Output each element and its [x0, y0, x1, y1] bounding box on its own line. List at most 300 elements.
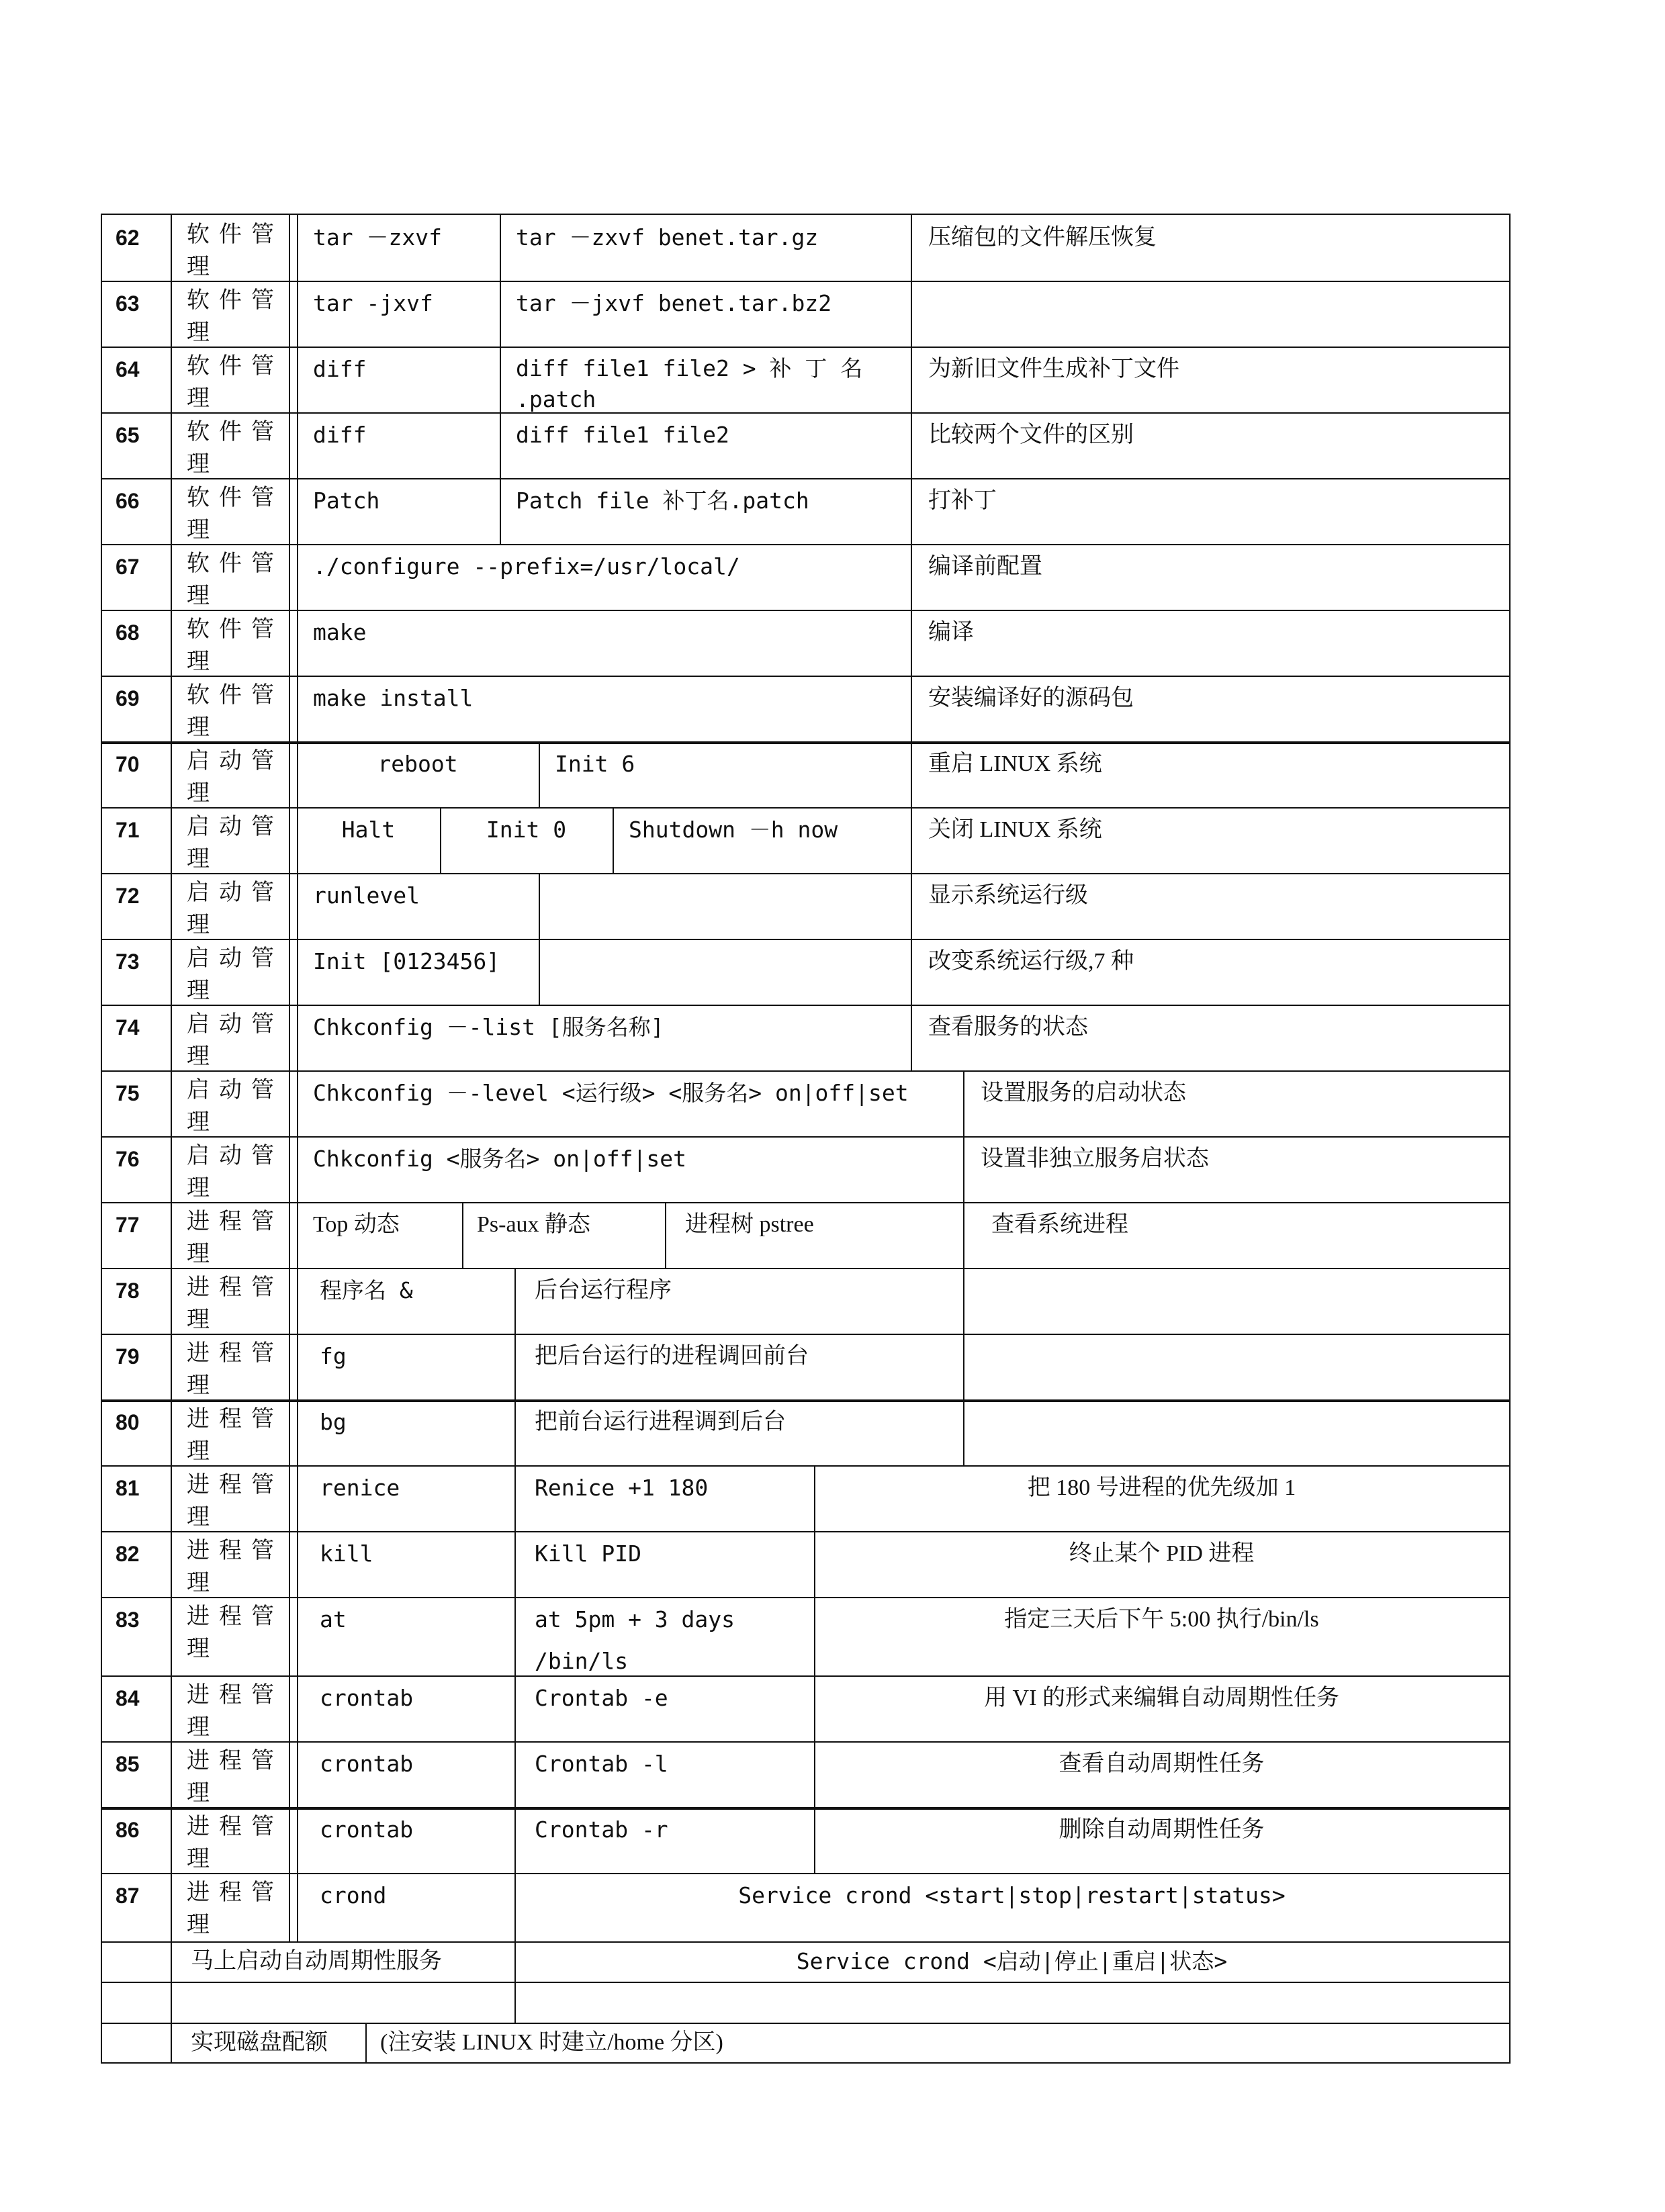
table-cell: 设置服务的启动状态: [981, 1080, 1186, 1105]
table-rule: [539, 873, 540, 940]
row-number: 71: [116, 818, 140, 842]
table-rule: [963, 1202, 964, 1269]
row-number: 64: [116, 357, 140, 381]
row-number: 74: [116, 1015, 140, 1040]
table-rule: [101, 1202, 1511, 1203]
table-cell: crontab: [320, 1816, 414, 1843]
table-cell: Patch file 补丁名.patch: [516, 488, 809, 514]
row-number: 77: [116, 1213, 140, 1237]
row-category-line: 进程管: [187, 1814, 283, 1839]
table-rule: [101, 1531, 1511, 1532]
table-rule: [963, 1334, 964, 1401]
table-cell: Patch: [313, 488, 380, 514]
table-cell: Halt: [341, 817, 396, 843]
table-cell: 后台运行程序: [535, 1278, 672, 1303]
row-category-line: 理: [187, 913, 210, 937]
table-rule: [963, 1268, 964, 1335]
row-category: [187, 1469, 283, 1534]
row-category-line: 启动管: [187, 749, 283, 774]
row-category-line: 进程管: [187, 1209, 283, 1234]
row-number: 72: [116, 884, 140, 908]
table-cell: Top 动态: [313, 1212, 400, 1237]
row-category: [187, 1272, 283, 1336]
row-category-line: 理: [187, 1637, 210, 1661]
row-category-line: 启动管: [187, 1144, 283, 1168]
row-category-line: 理: [187, 1847, 210, 1872]
table-cell: Crontab -e: [535, 1685, 668, 1711]
table-rule: [514, 1597, 516, 1677]
table-rule: [289, 1202, 290, 1269]
table-rule: [289, 1531, 290, 1598]
row-category-line: 进程管: [187, 1473, 283, 1497]
table-rule: [101, 1741, 1511, 1743]
table-rule: [514, 1531, 516, 1598]
table-rule: [297, 347, 298, 414]
row-number: 84: [116, 1686, 140, 1710]
table-cell: kill: [320, 1540, 373, 1567]
table-cell: crontab: [320, 1685, 414, 1711]
row-category-line: 理: [187, 386, 210, 411]
row-category: [187, 877, 283, 941]
table-rule: [101, 478, 1511, 479]
row-category: [187, 482, 283, 547]
table-cell: make: [313, 619, 367, 645]
table-rule: [289, 412, 290, 479]
table-rule: [297, 676, 298, 743]
table-rule: [101, 1873, 1511, 1874]
table-rule: [297, 1531, 298, 1598]
table-rule: [297, 1334, 298, 1401]
table-rule: [171, 939, 172, 1006]
table-rule: [911, 478, 912, 545]
table-rule: [289, 347, 290, 414]
table-rule: [297, 281, 298, 348]
table-cell: 查看系统进程: [991, 1212, 1128, 1237]
table-cell: 删除自动周期性任务: [1059, 1817, 1265, 1842]
table-rule: [171, 1873, 172, 1943]
table-cell: 查看服务的状态: [928, 1015, 1088, 1040]
table-cell: Renice +1 180: [535, 1475, 709, 1501]
table-cell: 指定三天后下午 5:00 执行/bin/ls: [1004, 1607, 1319, 1632]
table-cell: 查看自动周期性任务: [1059, 1751, 1265, 1776]
table-rule: [171, 215, 172, 282]
row-number: 83: [116, 1608, 140, 1632]
table-rule: [289, 1597, 290, 1677]
row-category-line: 软件管: [187, 354, 283, 379]
row-number: 70: [116, 752, 140, 776]
table-rule: [514, 1334, 516, 1401]
table-cell: make install: [313, 685, 474, 711]
table-rule: [289, 873, 290, 940]
table-rule: [289, 1807, 290, 1874]
table-cell: 编译前配置: [928, 554, 1042, 579]
table-cell: tar －zxvf: [313, 224, 442, 250]
table-rule: [101, 1675, 1511, 1677]
table-rule: [289, 807, 290, 874]
table-rule: [911, 347, 912, 414]
table-rule: [171, 1202, 172, 1269]
row-number: 68: [116, 620, 140, 645]
table-rule: [500, 412, 501, 479]
row-category-line: 启动管: [187, 1078, 283, 1103]
row-category-line: 进程管: [187, 1683, 283, 1708]
row-category-line: 进程管: [187, 1604, 283, 1629]
table-cell: 实现磁盘配额: [191, 2030, 328, 2055]
row-category: [187, 1074, 283, 1139]
table-rule: [297, 1399, 298, 1467]
table-rule: [500, 281, 501, 348]
table-rule: [963, 1070, 964, 1138]
table-rule: [289, 1465, 290, 1532]
table-rule: [911, 281, 912, 348]
table-cell: Init [0123456]: [313, 948, 500, 974]
row-category: [187, 1403, 283, 1468]
row-category: [187, 1679, 283, 1744]
table-rule: [297, 544, 298, 611]
table-rule: [101, 1465, 1511, 1467]
table-rule: [297, 1597, 298, 1677]
table-rule: [297, 478, 298, 545]
row-category-line: 理: [187, 255, 210, 279]
table-rule: [289, 741, 290, 809]
table-rule: [101, 1982, 1511, 1983]
table-rule: [665, 1202, 666, 1269]
table-rule: [171, 1941, 172, 1983]
row-number: 66: [116, 489, 140, 513]
table-cell: runlevel: [313, 882, 420, 909]
row-category-line: 理: [187, 1242, 210, 1266]
table-cell: tar －zxvf benet.tar.gz: [516, 224, 819, 250]
row-number: 63: [116, 291, 140, 316]
table-cell: diff file1 file2: [516, 422, 729, 448]
table-rule: [171, 1268, 172, 1335]
row-number: 76: [116, 1147, 140, 1171]
table-rule: [171, 1070, 172, 1138]
row-number: 86: [116, 1818, 140, 1842]
table-rule: [101, 873, 1511, 874]
table-cell: 把 180 号进程的优先级加 1: [1027, 1475, 1296, 1500]
row-category: [187, 1877, 283, 1941]
table-rule: [514, 1807, 516, 1874]
table-rule: [171, 347, 172, 414]
row-category: [187, 285, 283, 349]
table-cell: Crontab -r: [535, 1816, 668, 1843]
table-cell: reboot: [377, 751, 458, 777]
table-cell: [535, 1604, 735, 1677]
row-category-line: 理: [187, 649, 210, 674]
table-cell: 为新旧文件生成补丁文件: [928, 357, 1179, 381]
table-rule: [911, 939, 912, 1006]
row-category-line: 理: [187, 1373, 210, 1398]
table-rule: [297, 1873, 298, 1943]
table-cell: Init 0: [486, 817, 567, 843]
table-rule: [101, 2023, 1511, 2024]
table-rule: [101, 1807, 1511, 1810]
table-rule: [911, 676, 912, 743]
row-category-line: 理: [187, 1781, 210, 1806]
table-rule: [171, 807, 172, 874]
table-rule: [101, 939, 1511, 940]
table-rule: [297, 412, 298, 479]
table-cell-line: /bin/ls: [535, 1648, 629, 1674]
table-rule: [500, 215, 501, 282]
table-rule: [911, 544, 912, 611]
row-category: [187, 1745, 283, 1810]
table-cell: 用 VI 的形式来编辑自动周期性任务: [984, 1686, 1339, 1710]
table-cell: crontab: [320, 1751, 414, 1777]
table-rule: [911, 873, 912, 940]
row-number: 62: [116, 226, 140, 250]
table-rule: [171, 281, 172, 348]
table-rule: [514, 1268, 516, 1335]
row-category-line: 理: [187, 320, 210, 345]
table-cell: 程序名 &: [320, 1277, 413, 1303]
table-rule: [101, 544, 1511, 545]
table-rule: [101, 807, 1511, 809]
table-cell: 比较两个文件的区别: [928, 422, 1134, 447]
row-category-line: 进程管: [187, 1538, 283, 1563]
table-rule: [289, 1070, 290, 1138]
row-category-line: 软件管: [187, 551, 283, 576]
table-cell: 重启 LINUX 系统: [928, 751, 1102, 776]
table-rule: [289, 281, 290, 348]
table-rule: [171, 1597, 172, 1677]
table-cell: Chkconfig <服务名> on|off|set: [313, 1146, 686, 1172]
row-category-line: 软件管: [187, 683, 283, 708]
row-category: [187, 680, 283, 744]
table-rule: [963, 1399, 964, 1467]
row-number: 69: [116, 686, 140, 710]
table-rule: [289, 544, 290, 611]
table-rule: [289, 478, 290, 545]
table-cell: diff: [313, 356, 367, 382]
table-rule: [297, 1136, 298, 1203]
row-category-line: 启动管: [187, 1012, 283, 1037]
table-rule: [289, 939, 290, 1006]
row-category-line: 理: [187, 1176, 210, 1201]
row-category-line: 理: [187, 1307, 210, 1332]
table-rule: [101, 2062, 1511, 2064]
table-cell: Chkconfig －-list [服务名称]: [313, 1014, 664, 1040]
table-cell: Chkconfig －-level <运行级> <服务名> on|off|set: [313, 1080, 909, 1106]
row-category: [187, 1811, 283, 1876]
table-cell: crond: [320, 1882, 387, 1908]
table-cell: 关闭 LINUX 系统: [928, 817, 1102, 842]
table-cell: 编译: [928, 620, 974, 645]
table-rule: [297, 873, 298, 940]
table-rule: [171, 1005, 172, 1072]
row-category: [187, 1206, 283, 1271]
table-cell: tar -jxvf: [313, 290, 433, 316]
table-cell: 把后台运行的进程调回前台: [535, 1344, 809, 1369]
table-rule: [500, 347, 501, 414]
table-rule: [171, 610, 172, 677]
table-rule: [297, 1465, 298, 1532]
table-rule: [101, 1070, 1511, 1072]
row-category: [187, 416, 283, 481]
table-rule: [101, 741, 1511, 744]
table-rule: [297, 1741, 298, 1808]
row-category: [187, 548, 283, 612]
row-category-line: 启动管: [187, 815, 283, 839]
table-rule: [101, 1597, 1511, 1598]
row-category: [187, 614, 283, 678]
row-category-line: 理: [187, 518, 210, 543]
table-cell: tar －jxvf benet.tar.bz2: [516, 290, 832, 316]
table-rule: [289, 1873, 290, 1943]
table-rule: [171, 412, 172, 479]
row-number: 78: [116, 1279, 140, 1303]
row-category: [187, 1601, 283, 1665]
row-category-line: 理: [187, 1044, 210, 1069]
table-rule: [289, 1399, 290, 1467]
table-rule: [101, 1136, 1511, 1138]
row-category-line: 软件管: [187, 222, 283, 247]
table-cell: renice: [320, 1475, 400, 1501]
table-cell: 打补丁: [928, 488, 997, 513]
row-category-line: 理: [187, 847, 210, 872]
table-cell: 马上启动自动周期性服务: [191, 1949, 442, 1974]
row-category: [187, 1338, 283, 1402]
table-rule: [539, 741, 540, 809]
table-rule: [297, 1268, 298, 1335]
table-rule: [613, 807, 614, 874]
row-category: [187, 1009, 283, 1073]
table-rule: [462, 1202, 463, 1269]
row-category: [187, 219, 283, 283]
row-category-line: 软件管: [187, 617, 283, 642]
table-rule: [289, 1675, 290, 1743]
table-rule: [171, 544, 172, 611]
table-rule: [911, 1005, 912, 1072]
table-rule: [101, 281, 1511, 282]
table-rule: [171, 1465, 172, 1532]
table-rule: [171, 1982, 172, 2024]
table-rule: [101, 1399, 1511, 1402]
table-rule: [297, 610, 298, 677]
table-rule: [171, 1741, 172, 1808]
table-rule: [171, 478, 172, 545]
table-cell: 终止某个 PID 进程: [1069, 1541, 1255, 1566]
table-rule: [289, 1268, 290, 1335]
table-cell: 把前台运行进程调到后台: [535, 1410, 786, 1434]
table-cell: bg: [320, 1409, 347, 1435]
row-category-line: 软件管: [187, 288, 283, 313]
row-category-line: 理: [187, 978, 210, 1003]
table-rule: [297, 1070, 298, 1138]
table-cell: (注安装 LINUX 时建立/home 分区): [380, 2030, 723, 2055]
table-rule: [297, 215, 298, 282]
table-rule: [171, 1531, 172, 1598]
table-cell: Shutdown －h now: [629, 817, 838, 843]
table-rule: [171, 2023, 172, 2064]
row-category-line: 启动管: [187, 946, 283, 971]
row-category-line: 理: [187, 1913, 210, 1937]
table-rule: [289, 1005, 290, 1072]
table-rule: [289, 1334, 290, 1401]
row-category-line: 软件管: [187, 486, 283, 510]
row-number: 65: [116, 423, 140, 447]
row-category-line: 理: [187, 1571, 210, 1596]
table-rule: [289, 215, 290, 282]
row-category-line: 理: [187, 452, 210, 477]
row-category-line: 进程管: [187, 1275, 283, 1300]
table-cell: 安装编译好的源码包: [928, 686, 1134, 710]
row-category-line: 理: [187, 1715, 210, 1740]
table-rule: [171, 1136, 172, 1203]
table-rule: [289, 676, 290, 743]
table-rule: [101, 610, 1511, 611]
row-category-line: 进程管: [187, 1749, 283, 1773]
table-rule: [514, 1741, 516, 1808]
table-rule: [911, 610, 912, 677]
table-rule: [101, 214, 1511, 215]
row-category-line: 理: [187, 1110, 210, 1135]
table-rule: [101, 676, 1511, 677]
table-rule: [289, 1136, 290, 1203]
row-category: [187, 1140, 283, 1205]
table-rule: [171, 1334, 172, 1401]
row-category-line: 启动管: [187, 880, 283, 905]
table-rule: [539, 939, 540, 1006]
table-cell: 设置非独立服务启状态: [981, 1146, 1209, 1171]
row-number: 75: [116, 1081, 140, 1105]
table-rule: [365, 2023, 367, 2064]
table-cell: 改变系统运行级,7 种: [928, 949, 1134, 974]
row-number: 80: [116, 1410, 140, 1434]
table-rule: [911, 741, 912, 809]
row-category-line: 理: [187, 715, 210, 740]
row-category-line: 理: [187, 584, 210, 608]
table-rule: [297, 1202, 298, 1269]
table-cell: 进程树 pstree: [685, 1212, 814, 1237]
table-rule: [171, 873, 172, 940]
table-cell: diff: [313, 422, 367, 448]
row-category-line: 进程管: [187, 1341, 283, 1366]
table-rule: [297, 1005, 298, 1072]
row-category-line: 软件管: [187, 420, 283, 445]
row-category: [187, 943, 283, 1007]
table-rule: [514, 1399, 516, 1467]
table-rule: [911, 807, 912, 874]
table-rule: [101, 347, 1511, 348]
table-rule: [297, 1807, 298, 1874]
row-category-line: 进程管: [187, 1880, 283, 1905]
table-rule: [500, 478, 501, 545]
row-category: [187, 1535, 283, 1600]
row-category-line: 进程管: [187, 1407, 283, 1432]
table-cell: Crontab -l: [535, 1751, 668, 1777]
row-number: 81: [116, 1476, 140, 1500]
table-rule: [514, 1675, 516, 1743]
row-category-line: 理: [187, 1439, 210, 1464]
table-cell: Ps-aux 静态: [477, 1212, 591, 1237]
table-rule: [171, 1675, 172, 1743]
row-number: 73: [116, 950, 140, 974]
table-rule: [911, 412, 912, 479]
row-number: 87: [116, 1884, 140, 1908]
table-rule: [1509, 214, 1511, 2064]
table-rule: [289, 610, 290, 677]
table-cell: Kill PID: [535, 1540, 641, 1567]
table-rule: [171, 741, 172, 809]
table-rule: [101, 1941, 1511, 1943]
table-cell: fg: [320, 1343, 347, 1369]
row-category: [187, 811, 283, 876]
table-cell: ./configure --prefix=/usr/local/: [313, 553, 740, 580]
table-rule: [101, 1334, 1511, 1335]
row-number: 67: [116, 555, 140, 579]
